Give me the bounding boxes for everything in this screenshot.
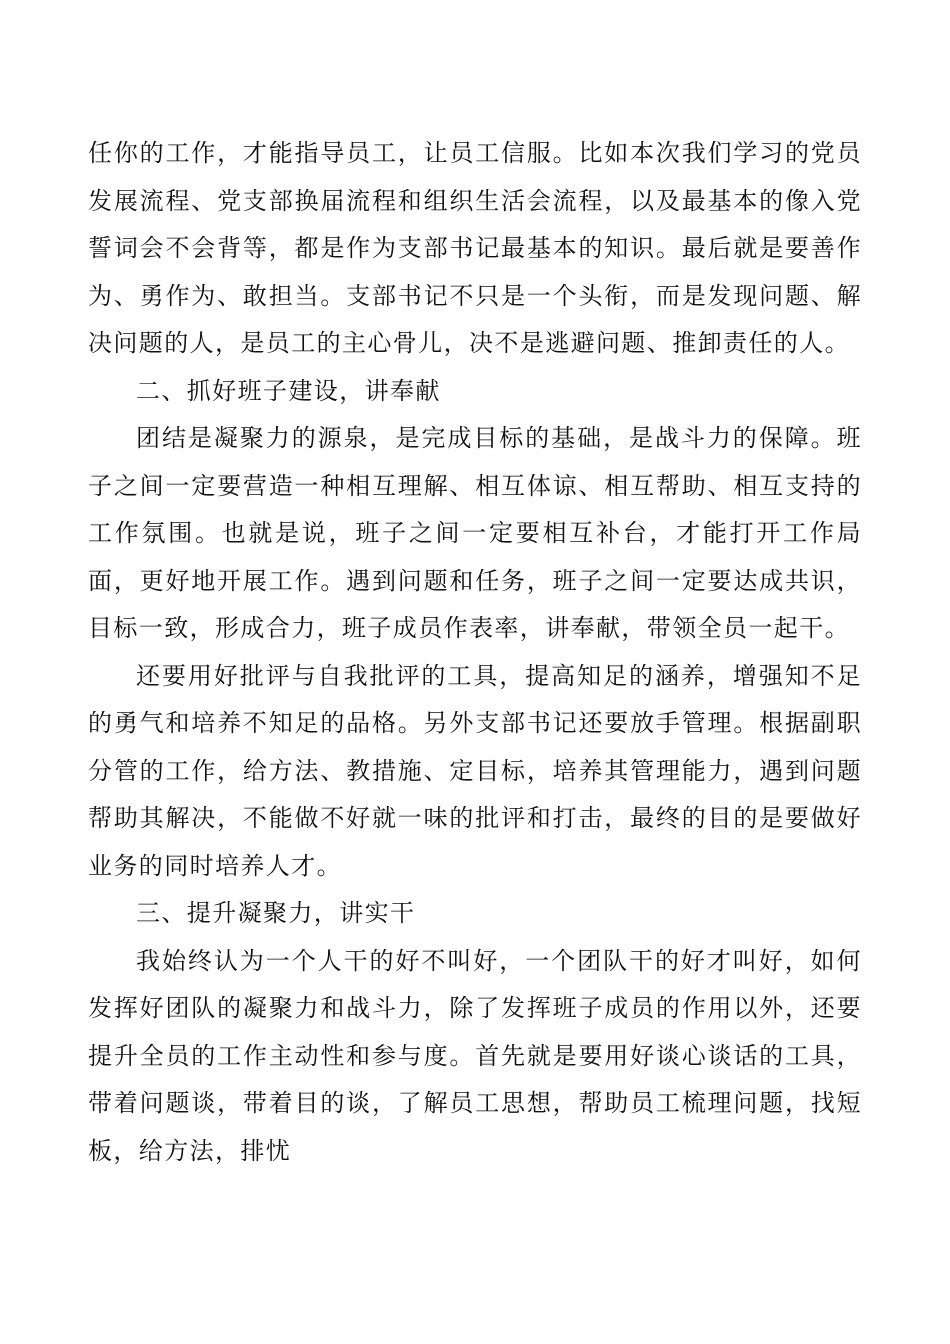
document-body — [88, 130, 862, 1175]
paragraph-1: 任你的工作，才能指导员工，让员工信服。比如本次我们学习的党员发展流程、党支部换届流程和组织生活会流程，以及最基本的像入党誓词会不会背等，都是作为支部书记最基本的知识。最后就是要善作为、勇作为、敢担当。支部书记不只是一个头衔，而是发现问题、解决问题的人，是员工的主心骨儿，决不是逃避问题、推卸责任的人。 — [88, 139, 862, 357]
section-heading-3: 三、提升凝聚力，讲实干 — [136, 899, 416, 927]
paragraph-4: 我始终认为一个人干的好不叫好，一个团队干的好才叫好，如何发挥好团队的凝聚力和战斗力，除了发挥班子成员的作用以外，还要提升全员的工作主动性和参与度。首先就是要用好谈心谈话的工具，带着问题谈，带着目的谈，了解员工思想，帮助员工梳理问题，找短板，给方法，排忧 — [88, 946, 862, 1165]
paragraph-3: 还要用好批评与自我批评的工具，提高知足的涵养，增强知不足的勇气和培养不知足的品格。另外支部书记还要放手管理。根据副职分管的工作，给方法、教措施、定目标，培养其管理能力，遇到问题帮助其解决，不能做不好就一味的批评和打击，最终的目的是要做好业务的同时培养人才。 — [88, 661, 862, 880]
section-heading-2: 二、抓好班子建设，讲奉献 — [136, 376, 441, 405]
paragraph-2: 团结是凝聚力的源泉，是完成目标的基础，是战斗力的保障。班子之间一定要营造一种相互理解、相互体谅、相互帮助、相互支持的工作氛围。也就是说，班子之间一定要相互补台，才能打开工作局面，更好地开展工作。遇到问题和任务，班子之间一定要达成共识，目标一致，形成合力，班子成员作表率，讲奉献，带领全员一起干。 — [88, 424, 862, 642]
